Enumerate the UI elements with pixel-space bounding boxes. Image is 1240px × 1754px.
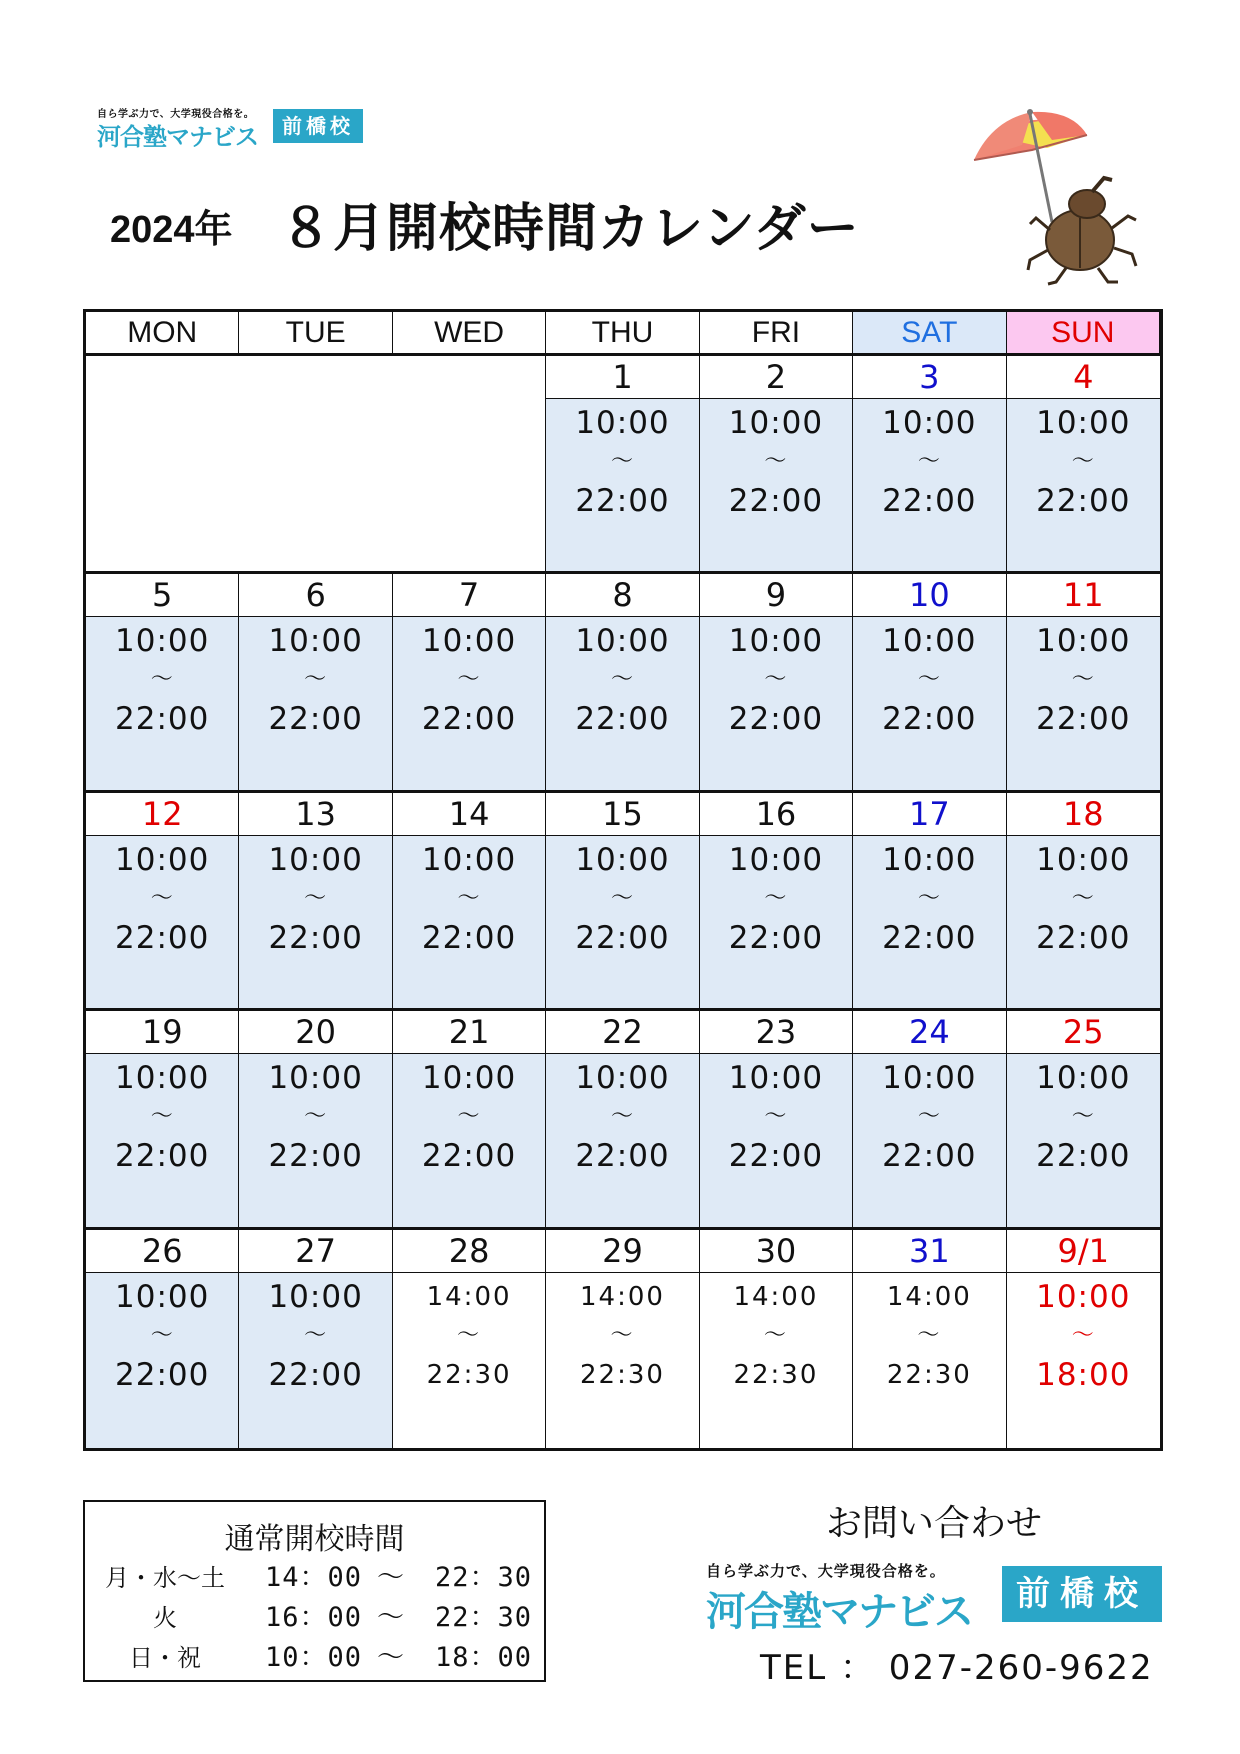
- day-number: 17: [853, 793, 1005, 836]
- open-time: 10:00: [882, 1060, 977, 1097]
- close-time: 22:00: [882, 483, 977, 519]
- normal-hours-sep: 〜: [377, 1602, 405, 1633]
- opening-hours: [853, 617, 1005, 789]
- tilde-separator: 〜: [304, 1322, 328, 1348]
- opening-hours: [546, 836, 698, 1008]
- empty-days: [86, 356, 546, 574]
- tilde-separator: 〜: [610, 1104, 634, 1130]
- opening-hours: [853, 1273, 1005, 1448]
- contact-phone: TEL ： 027-260-9622: [760, 1648, 1154, 1688]
- calendar-day: [700, 356, 853, 574]
- weekday-header-mon: MON: [86, 312, 239, 356]
- opening-hours: [700, 836, 852, 1008]
- open-time: 10:00: [575, 841, 670, 878]
- normal-hours-open: 16：00: [265, 1602, 363, 1633]
- day-number: 7: [393, 574, 545, 617]
- calendar-day: [700, 793, 853, 1011]
- day-number: 4: [1007, 356, 1160, 399]
- calendar-day: [86, 1011, 239, 1229]
- open-time: 10:00: [268, 841, 363, 878]
- close-time: 22:00: [575, 701, 670, 738]
- tilde-separator: 〜: [917, 1322, 942, 1348]
- day-number: 31: [853, 1230, 1005, 1273]
- day-number: 23: [700, 1011, 852, 1054]
- contact-label: お問い合わせ: [826, 1503, 1043, 1544]
- day-number: 22: [546, 1011, 698, 1054]
- close-time: 22:00: [728, 701, 824, 738]
- calendar-day: [546, 356, 699, 574]
- day-number: 10: [853, 574, 1005, 617]
- open-time: 10:00: [268, 1278, 363, 1315]
- beetle-icon: [1028, 178, 1136, 284]
- opening-hours: [700, 399, 852, 571]
- close-time: 22:00: [882, 701, 977, 738]
- tilde-separator: 〜: [917, 885, 941, 911]
- logo-name: 河合塾マナビス: [706, 1589, 972, 1635]
- opening-hours: [393, 1273, 545, 1448]
- opening-hours: [1007, 836, 1160, 1008]
- calendar-day: [546, 1230, 699, 1448]
- day-number: 25: [1007, 1011, 1160, 1054]
- opening-hours: [393, 1054, 545, 1226]
- tilde-separator: 〜: [764, 449, 788, 474]
- close-time: 22:00: [1036, 483, 1131, 519]
- tilde-separator: 〜: [1071, 1104, 1095, 1130]
- close-time: 22:00: [882, 1138, 977, 1175]
- close-time: 18:00: [1036, 1356, 1131, 1393]
- day-number: 27: [239, 1230, 391, 1273]
- opening-hours: [393, 617, 545, 789]
- open-time: 10:00: [1036, 405, 1131, 441]
- close-time: 22:30: [886, 1359, 972, 1390]
- open-time: 14:00: [426, 1281, 512, 1312]
- title-year: 2024年: [110, 209, 233, 251]
- tilde-separator: 〜: [1071, 667, 1095, 693]
- opening-hours: [546, 1054, 698, 1226]
- open-time: 10:00: [421, 623, 517, 660]
- calendar-day: [1007, 356, 1160, 574]
- normal-hours-close: 18：00: [435, 1642, 533, 1673]
- opening-hours: [546, 617, 698, 789]
- open-time: 10:00: [1036, 1278, 1131, 1315]
- normal-hours-close: 22：30: [435, 1562, 533, 1593]
- opening-hours: [393, 836, 545, 1008]
- day-number: 1: [546, 356, 698, 399]
- day-number: 28: [393, 1230, 545, 1273]
- normal-hours-row: [85, 1598, 544, 1638]
- tilde-separator: 〜: [764, 885, 788, 911]
- open-time: 10:00: [728, 1060, 824, 1097]
- tilde-separator: 〜: [150, 1104, 174, 1130]
- calendar-day: [700, 1230, 853, 1448]
- close-time: 22:00: [575, 919, 670, 956]
- opening-hours: [853, 836, 1005, 1008]
- day-number: 29: [546, 1230, 698, 1273]
- beetle-umbrella-illustration: [962, 100, 1162, 290]
- opening-hours: [1007, 399, 1160, 571]
- normal-hours-open: 14：00: [265, 1562, 363, 1593]
- day-number: 18: [1007, 793, 1160, 836]
- close-time: 22:00: [115, 701, 210, 738]
- close-time: 22:00: [1036, 701, 1131, 738]
- calendar-day: [1007, 1230, 1160, 1448]
- calendar-day: [393, 574, 546, 792]
- close-time: 22:00: [115, 1356, 210, 1393]
- close-time: 22:00: [421, 1138, 517, 1175]
- close-time: 22:00: [115, 1138, 210, 1175]
- day-number: 8: [546, 574, 698, 617]
- calendar-day: [86, 793, 239, 1011]
- tilde-separator: 〜: [457, 1104, 481, 1130]
- contact-logo: [706, 1560, 1156, 1635]
- normal-hours-row: [85, 1638, 544, 1678]
- tilde-separator: 〜: [917, 1104, 941, 1130]
- calendar-day: [546, 1011, 699, 1229]
- opening-hours: [853, 399, 1005, 571]
- weekday-header-sat: SAT: [853, 312, 1006, 356]
- opening-hours: [700, 1054, 852, 1226]
- tilde-separator: 〜: [764, 667, 788, 693]
- tilde-separator: 〜: [917, 449, 941, 474]
- tilde-separator: 〜: [150, 1322, 174, 1348]
- tilde-separator: 〜: [610, 885, 634, 911]
- close-time: 22:30: [426, 1359, 512, 1390]
- open-time: 10:00: [1036, 623, 1131, 660]
- normal-hours-row: [85, 1558, 544, 1598]
- calendar-day: [546, 793, 699, 1011]
- day-number: 19: [86, 1011, 238, 1054]
- close-time: 22:00: [882, 919, 977, 956]
- opening-hours: [86, 1273, 238, 1448]
- opening-hours: [86, 617, 238, 789]
- calendar-day: [853, 356, 1006, 574]
- open-time: 14:00: [580, 1281, 665, 1312]
- day-number: 2: [700, 356, 852, 399]
- calendar-day: [1007, 793, 1160, 1011]
- tilde-separator: 〜: [1071, 449, 1095, 474]
- normal-hours-close: 22：30: [435, 1602, 533, 1633]
- opening-hours: [546, 399, 698, 571]
- tilde-separator: 〜: [1071, 1322, 1095, 1348]
- open-time: 10:00: [728, 841, 824, 878]
- day-number: 15: [546, 793, 698, 836]
- open-time: 10:00: [115, 1278, 210, 1315]
- open-time: 10:00: [115, 1060, 210, 1097]
- tilde-separator: 〜: [457, 667, 481, 693]
- calendar-day: [853, 574, 1006, 792]
- logo-branch: 前橋校: [273, 109, 363, 143]
- open-time: 10:00: [115, 623, 210, 660]
- opening-hours: [1007, 617, 1160, 789]
- weekday-header-thu: THU: [546, 312, 699, 356]
- tilde-separator: 〜: [764, 1104, 788, 1130]
- calendar-day: [700, 574, 853, 792]
- weekday-header-sun: SUN: [1007, 312, 1160, 356]
- calendar-day: [86, 574, 239, 792]
- open-time: 10:00: [882, 841, 977, 878]
- open-time: 14:00: [733, 1281, 819, 1312]
- opening-hours: [86, 836, 238, 1008]
- open-time: 10:00: [728, 405, 824, 441]
- close-time: 22:00: [728, 483, 824, 519]
- opening-hours: [1007, 1054, 1160, 1226]
- close-time: 22:00: [575, 483, 670, 519]
- normal-hours-days: 月・水〜土: [105, 1564, 225, 1592]
- logo-tagline: 自ら学ぶ力で、大学現役合格を。: [706, 1562, 946, 1580]
- opening-hours: [700, 1273, 852, 1448]
- close-time: 22:00: [728, 919, 824, 956]
- normal-hours-days: 日・祝: [129, 1644, 201, 1672]
- day-number: 20: [239, 1011, 391, 1054]
- close-time: 22:00: [575, 1138, 670, 1175]
- open-time: 10:00: [575, 1060, 670, 1097]
- page-title: ８月開校時間カレンダー: [280, 199, 860, 259]
- day-number: 16: [700, 793, 852, 836]
- opening-hours: [239, 836, 391, 1008]
- normal-hours-box: [83, 1500, 546, 1682]
- calendar-day: [1007, 574, 1160, 792]
- calendar-day: [853, 793, 1006, 1011]
- logo-tagline: 自ら学ぶ力で、大学現役合格を。: [97, 109, 255, 120]
- close-time: 22:30: [733, 1359, 819, 1390]
- day-number: 9/1: [1007, 1230, 1160, 1273]
- open-time: 10:00: [268, 623, 363, 660]
- opening-hours: [853, 1054, 1005, 1226]
- open-time: 10:00: [1036, 1060, 1131, 1097]
- open-time: 10:00: [421, 1060, 517, 1097]
- day-number: 12: [86, 793, 238, 836]
- opening-hours: [86, 1054, 238, 1226]
- calendar-day: [853, 1011, 1006, 1229]
- day-number: 13: [239, 793, 391, 836]
- tilde-separator: 〜: [457, 1322, 482, 1348]
- opening-hours: [1007, 1273, 1160, 1448]
- tilde-separator: 〜: [150, 667, 174, 693]
- calendar-day: [393, 793, 546, 1011]
- open-time: 10:00: [1036, 841, 1131, 878]
- weekday-header-tue: TUE: [239, 312, 392, 356]
- calendar-day: [239, 1230, 392, 1448]
- calendar-day: [86, 1230, 239, 1448]
- close-time: 22:00: [268, 1356, 363, 1393]
- logo-branch: 前橋校: [1002, 1566, 1162, 1622]
- normal-hours-sep: 〜: [377, 1642, 405, 1673]
- close-time: 22:00: [1036, 919, 1131, 956]
- day-number: 21: [393, 1011, 545, 1054]
- open-time: 10:00: [882, 405, 977, 441]
- close-time: 22:00: [268, 919, 363, 956]
- day-number: 3: [853, 356, 1005, 399]
- close-time: 22:00: [115, 919, 210, 956]
- open-time: 10:00: [575, 405, 670, 441]
- opening-hours: [700, 617, 852, 789]
- open-time: 10:00: [882, 623, 977, 660]
- open-time: 10:00: [421, 841, 517, 878]
- day-number: 24: [853, 1011, 1005, 1054]
- tilde-separator: 〜: [304, 667, 328, 693]
- day-number: 30: [700, 1230, 852, 1273]
- normal-hours-sep: 〜: [377, 1562, 405, 1593]
- calendar-day: [239, 1011, 392, 1229]
- calendar-day: [546, 574, 699, 792]
- opening-hours: [546, 1273, 698, 1448]
- day-number: 26: [86, 1230, 238, 1273]
- day-number: 5: [86, 574, 238, 617]
- calendar-day: [1007, 1011, 1160, 1229]
- tilde-separator: 〜: [917, 667, 941, 693]
- open-time: 10:00: [268, 1060, 363, 1097]
- logo-name: 河合塾マナビス: [97, 123, 258, 151]
- calendar-day: [239, 574, 392, 792]
- header-logo: [97, 105, 367, 151]
- day-number: 9: [700, 574, 852, 617]
- opening-hours: [239, 1273, 391, 1448]
- open-time: 10:00: [728, 623, 824, 660]
- tilde-separator: 〜: [763, 1322, 788, 1348]
- calendar-day: [393, 1011, 546, 1229]
- day-number: 14: [393, 793, 545, 836]
- open-time: 14:00: [886, 1281, 972, 1312]
- close-time: 22:30: [580, 1359, 665, 1390]
- tilde-separator: 〜: [1071, 885, 1095, 911]
- calendar-day: [700, 1011, 853, 1229]
- tilde-separator: 〜: [610, 1322, 635, 1348]
- tilde-separator: 〜: [150, 885, 174, 911]
- tilde-separator: 〜: [304, 885, 328, 911]
- close-time: 22:00: [421, 919, 517, 956]
- normal-hours-open: 10：00: [265, 1642, 363, 1673]
- calendar-day: [393, 1230, 546, 1448]
- weekday-header-fri: FRI: [700, 312, 853, 356]
- month-calendar: [83, 309, 1163, 1451]
- tilde-separator: 〜: [457, 885, 481, 911]
- day-number: 6: [239, 574, 391, 617]
- tilde-separator: 〜: [304, 1104, 328, 1130]
- close-time: 22:00: [421, 701, 517, 738]
- opening-hours: [239, 617, 391, 789]
- close-time: 22:00: [268, 701, 363, 738]
- close-time: 22:00: [268, 1138, 363, 1175]
- close-time: 22:00: [1036, 1138, 1131, 1175]
- weekday-header-wed: WED: [393, 312, 546, 356]
- open-time: 10:00: [115, 841, 210, 878]
- calendar-day: [239, 793, 392, 1011]
- opening-hours: [239, 1054, 391, 1226]
- tilde-separator: 〜: [610, 449, 634, 474]
- tilde-separator: 〜: [610, 667, 634, 693]
- normal-hours-days: 火: [153, 1604, 177, 1632]
- open-time: 10:00: [575, 623, 670, 660]
- close-time: 22:00: [728, 1138, 824, 1175]
- calendar-day: [853, 1230, 1006, 1448]
- normal-hours-title: 通常開校時間: [224, 1522, 405, 1557]
- day-number: 11: [1007, 574, 1160, 617]
